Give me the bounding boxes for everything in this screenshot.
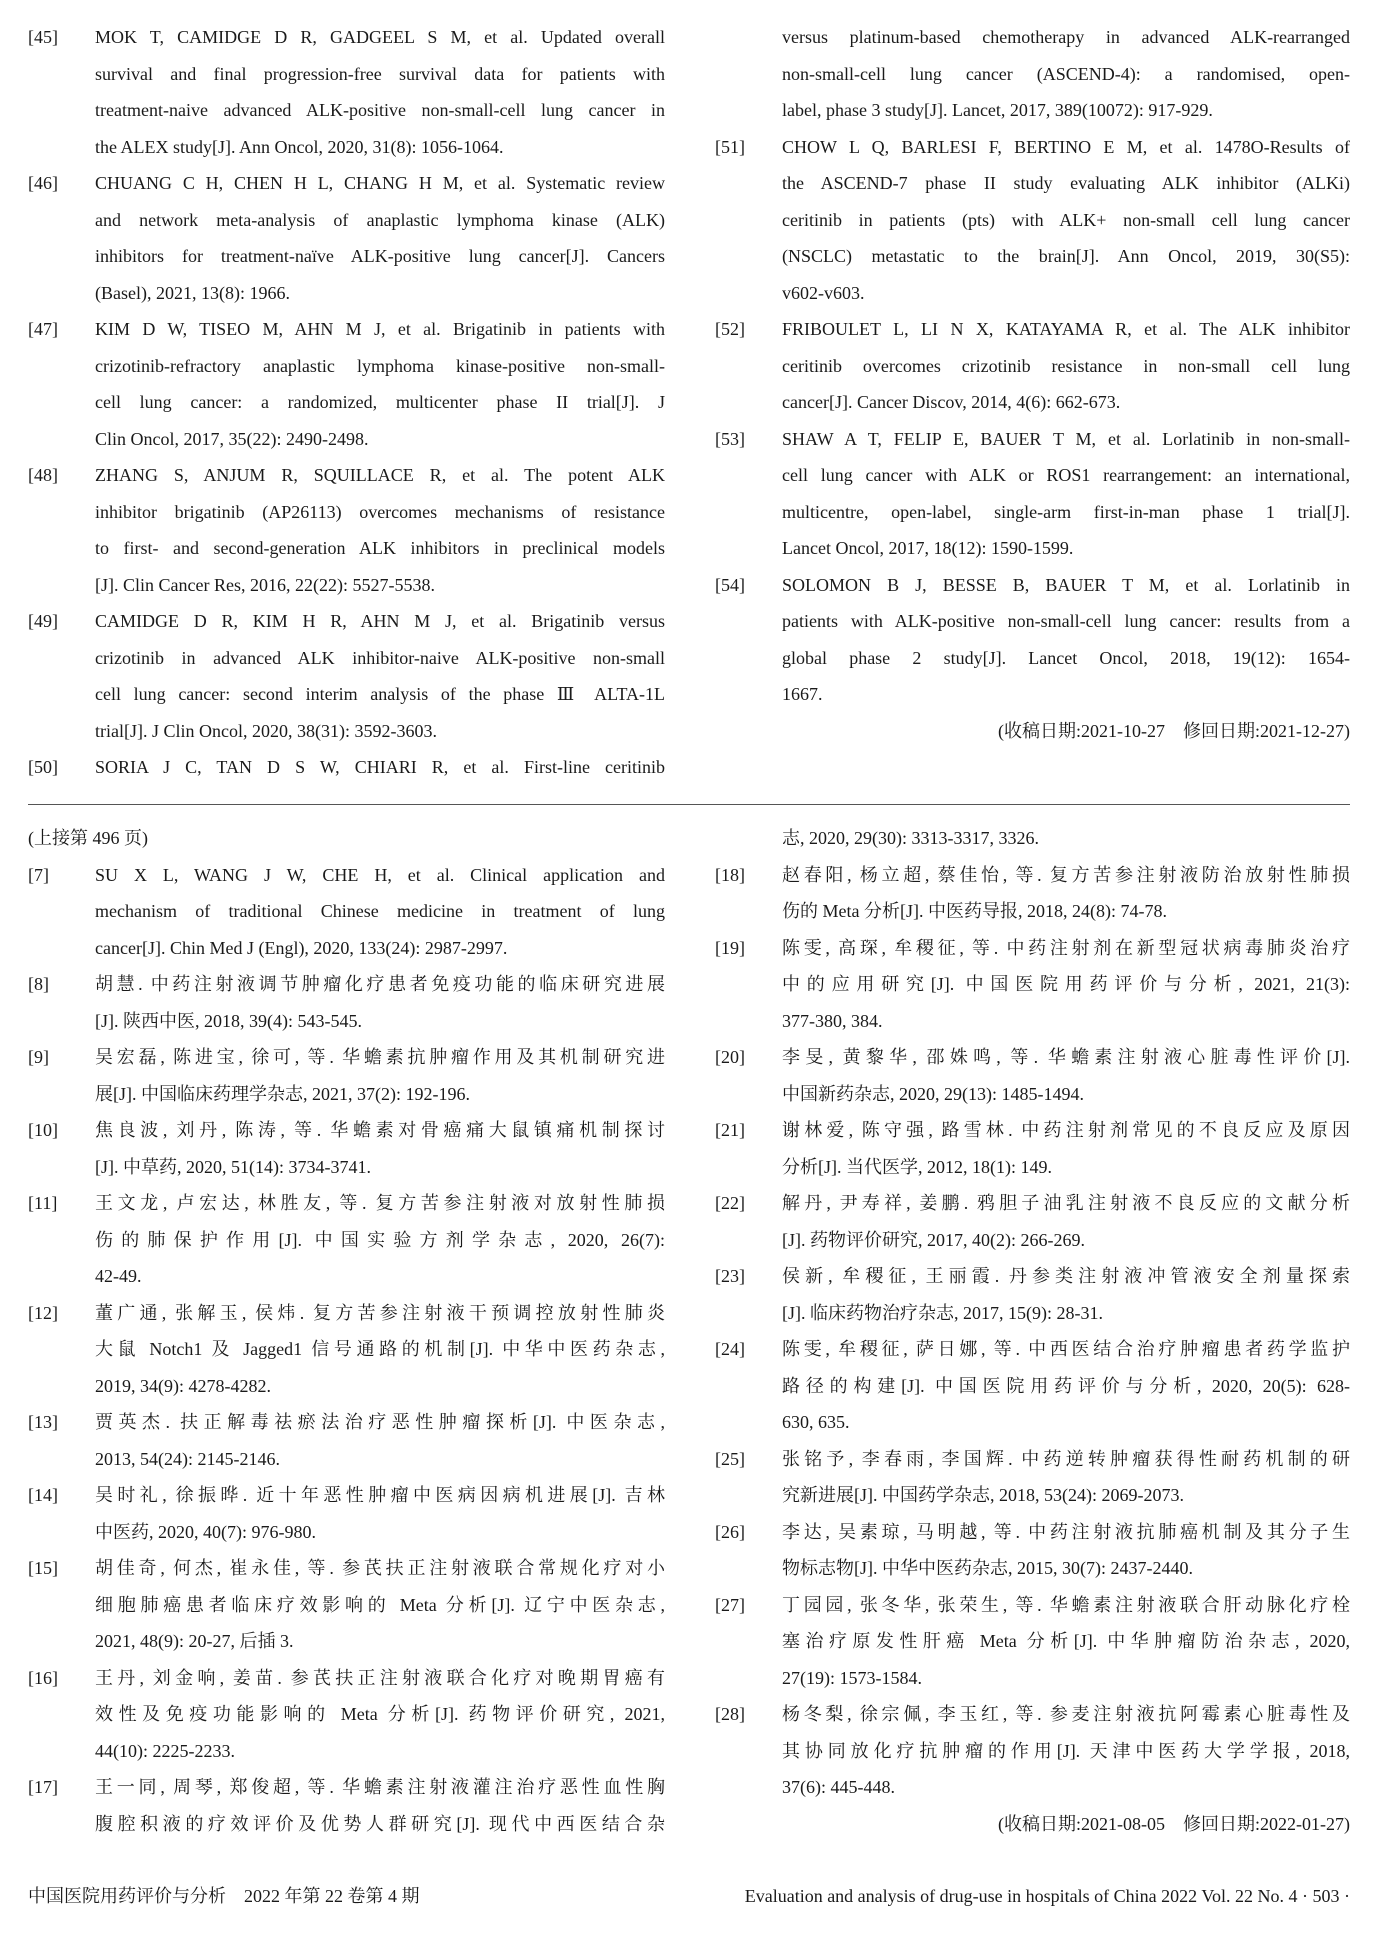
reference-line [28,1660,665,1697]
reference-text: KIM D W, TISEO M, AHN M J, et al. Brigatinib in patients with [95,319,665,339]
reference-line [95,129,665,166]
reference-text: treatment-naive advanced ALK-positive non-small-cell lung cancer in [95,100,665,120]
reference-number: [16] [28,1667,58,1688]
reference-text: 中国新药杂志, 2020, 29(13): 1485-1494. [782,1083,1084,1104]
reference-line [95,893,665,930]
reference-number: [13] [28,1412,58,1432]
reference-line [95,494,665,531]
reference-text: multicentre, open-label, single-arm first-in-man phase 1 trial[J]. [782,501,1350,522]
reference-line [715,1185,1350,1222]
reference-text: v602-v603. [782,282,865,303]
reference-text: 丁园园, 张冬华, 张荣生, 等. 华蟾素注射液联合肝动脉化疗栓 [782,1594,1350,1615]
reference-text: 物标志物[J]. 中华中医药杂志, 2015, 30(7): 2437-2440. [782,1558,1193,1578]
reference-text: 杨冬梨, 徐宗佩, 李玉红, 等. 参麦注射液抗阿霉素心脏毒性及 [782,1704,1350,1724]
reference-line [28,165,665,202]
reference-item [28,1769,665,1842]
reference-text: survival and final progression-free survival data for patients with [95,63,665,84]
reference-line [782,1368,1350,1405]
reference-line [95,1076,665,1113]
reference-line [782,238,1350,275]
section-divider [28,804,1350,805]
reference-text: SHAW A T, FELIP E, BAUER T M, et al. Lorlatinib in non-small- [782,428,1350,449]
reference-item [28,1039,665,1112]
reference-number: [45] [28,27,58,47]
reference-text: 1667. [782,684,823,704]
reference-line [782,1477,1350,1514]
reference-line [782,530,1350,567]
reference-number: [22] [715,1193,745,1213]
reference-item [28,1295,665,1405]
reference-text: 伤的肺保护作用[J]. 中国实验方剂学杂志, 2020, 26(7): [95,1229,665,1250]
reference-line [715,1112,1350,1149]
reference-item [715,1514,1350,1587]
reference-line [715,1441,1350,1478]
reference-line [782,494,1350,531]
reference-line [715,1258,1350,1295]
reference-line [95,202,665,239]
reference-number: [8] [28,974,49,994]
reference-item [28,1404,665,1477]
reference-item [28,1550,665,1660]
reference-line [715,311,1350,348]
reference-text: FRIBOULET L, LI N X, KATAYAMA R, et al. The ALK inhibitor [782,319,1350,339]
reference-number: [19] [715,937,745,958]
reference-number: [48] [28,465,58,485]
reference-text: MOK T, CAMIDGE D R, GADGEEL S M, et al. Updated overall [95,27,665,47]
reference-text: [J]. 药物评价研究, 2017, 40(2): 266-269. [782,1229,1085,1250]
reference-text: 42-49. [95,1266,142,1286]
reference-line [28,1477,665,1514]
reference-text: 王一同, 周琴, 郑俊超, 等. 华蟾素注射液灌注治疗恶性血性胸 [95,1777,665,1797]
reference-line [28,1295,665,1332]
reference-text: 胡佳奇, 何杰, 崔永佳, 等. 参芪扶正注射液联合常规化疗对小 [95,1558,665,1578]
reference-number: [47] [28,319,58,339]
reference-line [95,92,665,129]
reference-line [95,1623,665,1660]
reference-text: Lancet Oncol, 2017, 18(12): 1590-1599. [782,538,1074,558]
reference-line [782,348,1350,385]
reference-line [95,567,665,604]
reference-line [28,1550,665,1587]
continued-from-note: (上接第 496 页) [28,828,148,848]
received-revised-dates: (收稿日期:2021-08-05 修回日期:2022-01-27) [998,1813,1350,1834]
reference-text: 2013, 54(24): 2145-2146. [95,1448,280,1469]
reference-text: 路径的构建[J]. 中国医院用药评价与分析, 2020, 20(5): 628- [782,1375,1350,1396]
reference-line [782,893,1350,930]
reference-number: [7] [28,864,49,885]
reference-line [782,1003,1350,1040]
reference-text: 腹腔积液的疗效评价及优势人群研究[J]. 现代中西医结合杂 [95,1813,665,1834]
reference-line [95,1441,665,1478]
reference-text: 2019, 34(9): 4278-4282. [95,1375,271,1396]
reference-text: [J]. 临床药物治疗杂志, 2017, 15(9): 28-31. [782,1302,1103,1323]
reference-text: ceritinib overcomes crizotinib resistance in non-small cell lung [782,355,1350,376]
reference-line [782,165,1350,202]
reference-text: Clin Oncol, 2017, 35(22): 2490-2498. [95,428,369,449]
reference-text: [J]. 陕西中医, 2018, 39(4): 543-545. [95,1010,362,1031]
reference-number: [12] [28,1302,58,1323]
reference-text: 其协同放化疗抗肿瘤的作用[J]. 天津中医药大学学报, 2018, [782,1740,1350,1761]
reference-text: the ALEX study[J]. Ann Oncol, 2020, 31(8): 1056-1064. [95,136,504,157]
reference-line [715,421,1350,458]
reference-line [782,1769,1350,1806]
reference-line [28,19,665,56]
reference-text: [J]. 中草药, 2020, 51(14): 3734-3741. [95,1156,371,1177]
reference-text: the ASCEND-7 phase II study evaluating ALK inhibitor (ALKi) [782,173,1350,193]
reference-number: [50] [28,757,58,777]
reference-text: cell lung cancer: second interim analysis of the phase Ⅲ ALTA-1L [95,684,665,704]
reference-line [95,421,665,458]
reference-line [782,1550,1350,1587]
reference-line [95,1331,665,1368]
reference-text: 吴宏磊, 陈进宝, 徐可, 等. 华蟾素抗肿瘤作用及其机制研究进 [95,1047,665,1067]
reference-line [95,640,665,677]
reference-text: 中医药, 2020, 40(7): 976-980. [95,1521,316,1542]
reference-continuation-line: versus platinum-based chemotherapy in advanced ALK-rearranged [782,27,1350,47]
reference-text: 王丹, 刘金响, 姜苗. 参芪扶正注射液联合化疗对晚期胃癌有 [95,1667,665,1688]
reference-line [782,1222,1350,1259]
reference-line [782,1733,1350,1770]
reference-text: cancer[J]. Chin Med J (Engl), 2020, 133(24): 2987-2997. [95,937,508,958]
reference-text: inhibitors for treatment-naïve ALK-positive lung cancer[J]. Cancers [95,246,665,266]
reference-text: 展[J]. 中国临床药理学杂志, 2021, 37(2): 192-196. [95,1083,470,1104]
reference-line [95,348,665,385]
reference-continuation-line: label, phase 3 study[J]. Lancet, 2017, 389(10072): 917-929. [782,100,1213,120]
reference-text: ceritinib in patients (pts) with ALK+ non-small cell lung cancer [782,209,1350,230]
reference-text: 陈雯, 牟稷征, 萨日娜, 等. 中西医结合治疗肿瘤患者药学监护 [782,1339,1350,1359]
reference-line [715,567,1350,604]
reference-text: 377-380, 384. [782,1010,883,1031]
reference-number: [11] [28,1193,58,1213]
reference-number: [49] [28,611,58,631]
reference-item [715,1331,1350,1441]
reference-line [28,1039,665,1076]
reference-text: 2021, 48(9): 20-27, 后插 3. [95,1631,294,1651]
reference-item [715,567,1350,713]
reference-text: inhibitor brigatinib (AP26113) overcomes mechanisms of resistance [95,501,665,522]
reference-text: 27(19): 1573-1584. [782,1667,922,1688]
reference-line [782,457,1350,494]
reference-item [715,1441,1350,1514]
reference-item [715,1185,1350,1258]
reference-line [95,676,665,713]
reference-number: [17] [28,1777,58,1797]
reference-number: [53] [715,428,745,449]
reference-text: 630, 635. [782,1412,850,1432]
reference-item [715,311,1350,421]
reference-line [95,1003,665,1040]
reference-text: 侯新, 牟稷征, 王丽霞. 丹参类注射液冲管液安全剂量探索 [782,1266,1350,1286]
reference-line [715,1696,1350,1733]
reference-line [28,749,665,786]
reference-item [28,603,665,749]
reference-line [95,713,665,750]
reference-line [28,1112,665,1149]
reference-number: [25] [715,1448,745,1469]
reference-item [28,1660,665,1770]
reference-line [782,640,1350,677]
reference-line [28,457,665,494]
reference-line [782,1076,1350,1113]
reference-line [28,1404,665,1441]
reference-number: [14] [28,1485,58,1505]
reference-line [782,275,1350,312]
reference-line [715,1331,1350,1368]
reference-text: crizotinib-refractory anaplastic lymphoma kinase-positive non-small- [95,355,665,376]
reference-line [782,1149,1350,1186]
reference-text: to first- and second-generation ALK inhibitors in preclinical models [95,538,665,558]
reference-column-top-left [28,19,665,786]
reference-text: 李旻, 黄黎华, 邵姝鸣, 等. 华蟾素注射液心脏毒性评价[J]. [782,1047,1350,1067]
reference-line [95,1806,665,1843]
reference-column-bottom-left [28,820,665,1842]
reference-number: [28] [715,1704,745,1724]
reference-text: (Basel), 2021, 13(8): 1966. [95,282,290,303]
reference-line [715,1039,1350,1076]
reference-continuation-line: 志, 2020, 29(30): 3313-3317, 3326. [782,828,1039,848]
reference-number: [27] [715,1594,745,1615]
reference-text: ZHANG S, ANJUM R, SQUILLACE R, et al. The potent ALK [95,465,665,485]
reference-number: [51] [715,136,745,157]
reference-line [782,1623,1350,1660]
reference-line [28,857,665,894]
reference-line [95,56,665,93]
reference-text: and network meta-analysis of anaplastic lymphoma kinase (ALK) [95,209,665,230]
reference-line [782,1404,1350,1441]
reference-text: (NSCLC) metastatic to the brain[J]. Ann Oncol, 2019, 30(S5): [782,246,1350,266]
reference-line [95,275,665,312]
reference-number: [9] [28,1047,49,1067]
reference-number: [52] [715,319,745,339]
reference-item [28,1112,665,1185]
reference-line [95,530,665,567]
reference-text: SOLOMON B J, BESSE B, BAUER T M, et al. Lorlatinib in [782,574,1350,595]
reference-line [782,1295,1350,1332]
reference-line [95,930,665,967]
footer-journal-chinese: 中国医院用药评价与分析 2022 年第 22 卷第 4 期 [28,1886,420,1906]
reference-text: 胡慧. 中药注射液调节肿瘤化疗患者免疫功能的临床研究进展 [95,974,665,994]
received-revised-dates: (收稿日期:2021-10-27 修回日期:2021-12-27) [998,720,1350,741]
reference-line [95,1368,665,1405]
reference-item [28,749,665,786]
reference-text: 37(6): 445-448. [782,1777,895,1797]
reference-item [715,129,1350,312]
reference-text: 塞治疗原发性肝癌 Meta 分析[J]. 中华肿瘤防治杂志, 2020, [782,1631,1350,1651]
reference-column-top-right [715,19,1350,749]
reference-line [782,202,1350,239]
reference-number: [46] [28,173,58,193]
reference-item [28,1477,665,1550]
reference-text: mechanism of traditional Chinese medicine in treatment of lung [95,901,665,921]
reference-text: 吴时礼, 徐振晔. 近十年恶性肿瘤中医病因病机进展[J]. 吉林 [95,1485,665,1505]
reference-text: patients with ALK-positive non-small-cell lung cancer: results from a [782,611,1350,631]
reference-line [95,384,665,421]
reference-text: 张铭予, 李春雨, 李国辉. 中药逆转肿瘤获得性耐药机制的研 [782,1448,1350,1469]
reference-text: [J]. Clin Cancer Res, 2016, 22(22): 5527-5538. [95,574,435,595]
reference-text: SORIA J C, TAN D S W, CHIARI R, et al. First-line ceritinib [95,757,665,777]
reference-item [715,1696,1350,1806]
reference-text: CHOW L Q, BARLESI F, BERTINO E M, et al. 1478O-Results of [782,136,1350,157]
reference-line [95,1222,665,1259]
reference-line [782,676,1350,713]
reference-line [715,1514,1350,1551]
reference-line [782,384,1350,421]
reference-text: global phase 2 study[J]. Lancet Oncol, 2018, 19(12): 1654- [782,647,1350,668]
footer-journal-english-page: Evaluation and analysis of drug-use in hospitals of China 2022 Vol. 22 No. 4 · 503 · [744,1886,1350,1906]
reference-text: 焦良波, 刘丹, 陈涛, 等. 华蟾素对骨癌痛大鼠镇痛机制探讨 [95,1120,665,1140]
reference-text: trial[J]. J Clin Oncol, 2020, 38(31): 3592-3603. [95,720,437,741]
reference-text: 究新进展[J]. 中国药学杂志, 2018, 53(24): 2069-2073. [782,1485,1184,1505]
reference-number: [21] [715,1120,745,1140]
reference-item [28,165,665,311]
reference-line [782,966,1350,1003]
reference-line [28,966,665,1003]
reference-text: 王文龙, 卢宏达, 林胜友, 等. 复方苦参注射液对放射性肺损 [95,1193,665,1213]
reference-text: CHUANG C H, CHEN H L, CHANG H M, et al. Systematic review [95,173,665,193]
reference-item [28,457,665,603]
reference-continuation-line: non-small-cell lung cancer (ASCEND-4): a randomised, open- [782,63,1350,84]
reference-item [715,1039,1350,1112]
reference-item [715,930,1350,1040]
reference-number: [10] [28,1120,58,1140]
reference-text: cancer[J]. Cancer Discov, 2014, 4(6): 662-673. [782,392,1121,412]
reference-text: 谢林爱, 陈守强, 路雪林. 中药注射剂常见的不良反应及原因 [782,1120,1350,1140]
reference-item [28,1185,665,1295]
reference-line [28,603,665,640]
reference-line [95,1514,665,1551]
reference-text: cell lung cancer with ALK or ROS1 rearrangement: an international, [782,465,1350,485]
reference-number: [54] [715,574,745,595]
reference-line [95,238,665,275]
reference-line [95,1149,665,1186]
reference-column-bottom-right [715,820,1350,1842]
reference-item [715,421,1350,567]
reference-line [95,1587,665,1624]
reference-line [782,1660,1350,1697]
reference-line [28,1185,665,1222]
reference-text: 44(10): 2225-2233. [95,1740,235,1761]
reference-line [95,1733,665,1770]
reference-line [28,311,665,348]
reference-text: 解丹, 尹寿祥, 姜鹏. 鸦胆子油乳注射液不良反应的文献分析 [782,1193,1350,1213]
reference-item [715,857,1350,930]
reference-item [28,311,665,457]
reference-line [95,1696,665,1733]
reference-number: [26] [715,1521,745,1542]
reference-text: 细胞肺癌患者临床疗效影响的 Meta 分析[J]. 辽宁中医杂志, [95,1594,665,1615]
reference-text: 李达, 吴素琼, 马明越, 等. 中药注射液抗肺癌机制及其分子生 [782,1521,1350,1542]
reference-line [28,1769,665,1806]
reference-text: crizotinib in advanced ALK inhibitor-naive ALK-positive non-small [95,647,665,668]
reference-line [782,603,1350,640]
reference-text: 陈雯, 高琛, 牟稷征, 等. 中药注射剂在新型冠状病毒肺炎治疗 [782,937,1350,958]
reference-line [715,129,1350,166]
reference-item [28,966,665,1039]
reference-item [28,19,665,165]
reference-text: 中的应用研究[J]. 中国医院用药评价与分析, 2021, 21(3): [782,974,1350,994]
reference-number: [20] [715,1047,745,1067]
reference-line [715,1587,1350,1624]
reference-text: 大鼠 Notch1 及 Jagged1 信号通路的机制[J]. 中华中医药杂志, [95,1339,665,1359]
reference-number: [23] [715,1266,745,1286]
reference-text: 赵春阳, 杨立超, 蔡佳怡, 等. 复方苦参注射液防治放射性肺损 [782,864,1350,885]
reference-number: [15] [28,1558,58,1578]
reference-line [715,857,1350,894]
reference-item [715,1587,1350,1697]
reference-item [715,1258,1350,1331]
reference-text: 伤的 Meta 分析[J]. 中医药导报, 2018, 24(8): 74-78. [782,901,1167,921]
reference-item [715,1112,1350,1185]
reference-line [715,930,1350,967]
reference-text: cell lung cancer: a randomized, multicenter phase II trial[J]. J [95,392,665,412]
reference-text: 效性及免疫功能影响的 Meta 分析[J]. 药物评价研究, 2021, [95,1704,665,1724]
reference-number: [24] [715,1339,745,1359]
reference-number: [18] [715,864,745,885]
reference-text: CAMIDGE D R, KIM H R, AHN M J, et al. Brigatinib versus [95,611,665,631]
reference-line [95,1258,665,1295]
reference-item [28,857,665,967]
reference-text: 贾英杰. 扶正解毒祛瘀法治疗恶性肿瘤探析[J]. 中医杂志, [95,1412,665,1432]
reference-text: SU X L, WANG J W, CHE H, et al. Clinical application and [95,864,665,885]
reference-text: 分析[J]. 当代医学, 2012, 18(1): 149. [782,1156,1052,1177]
reference-text: 董广通, 张解玉, 侯炜. 复方苦参注射液干预调控放射性肺炎 [95,1302,665,1323]
